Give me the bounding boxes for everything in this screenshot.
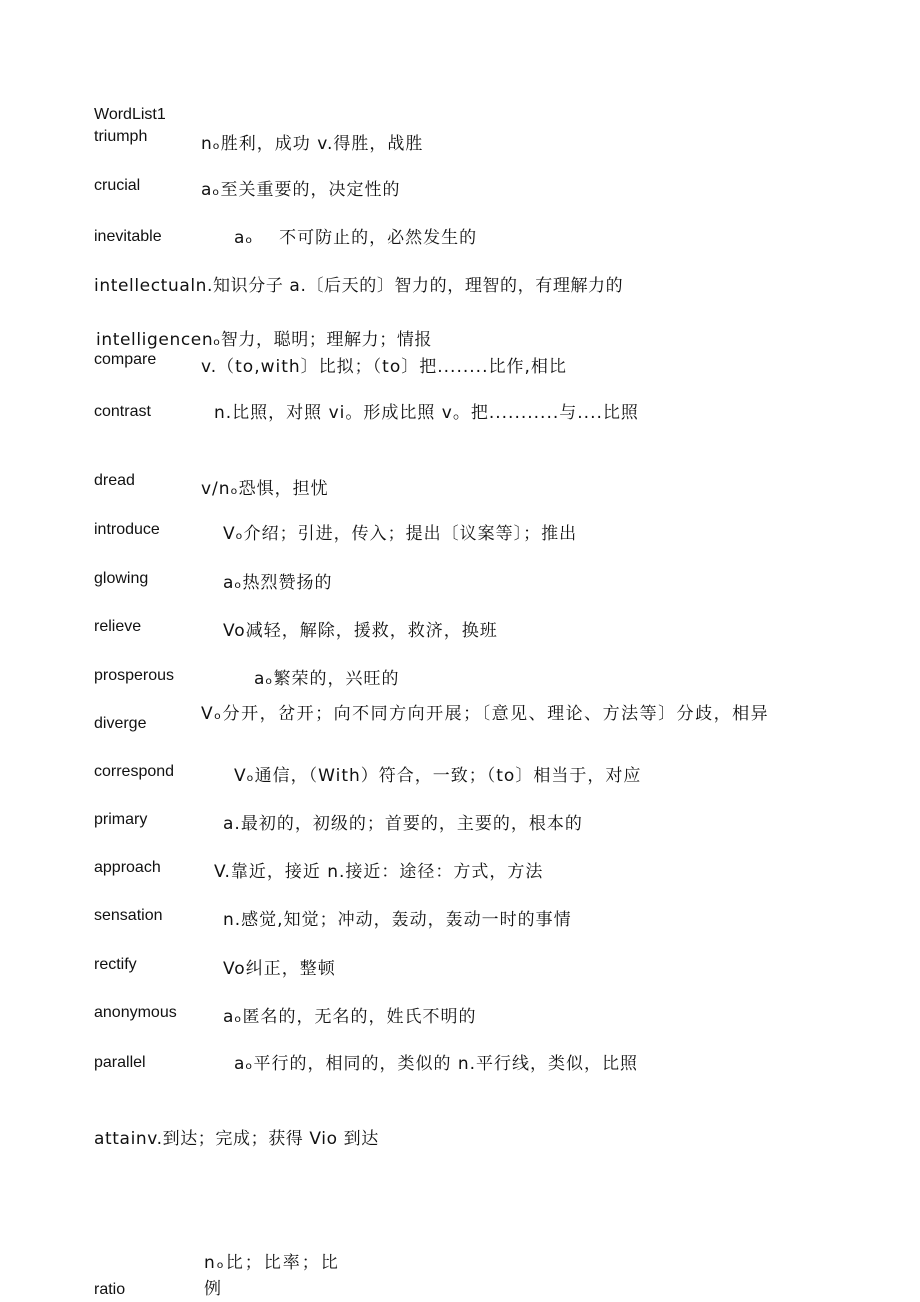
definition-approach: V.靠近，接近 n.接近：途径：方式，方法 xyxy=(214,862,544,882)
word-ratio: ratio xyxy=(94,1281,126,1298)
definition-correspond: Vₒ通信，（With）符合，一致；（to〕相当于，对应 xyxy=(234,766,642,786)
word-sensation: sensation xyxy=(94,907,163,924)
definition-primary: a.最初的，初级的；首要的，主要的，根本的 xyxy=(223,814,583,834)
definition-prosperous: aₒ繁荣的，兴旺的 xyxy=(254,669,400,689)
word-introduce: introduce xyxy=(94,521,160,538)
definition-glowing: aₒ热烈赞扬的 xyxy=(223,573,333,593)
word-rectify: rectify xyxy=(94,956,137,973)
definition-relieve: Vo减轻，解除，援救，救济，换班 xyxy=(223,621,498,641)
definition-anonymous: aₒ匿名的，无名的，姓氏不明的 xyxy=(223,1007,477,1027)
word-anonymous: anonymous xyxy=(94,1004,177,1021)
word-diverge: diverge xyxy=(94,715,147,732)
definition-contrast: n.比照，对照 vi。形成比照 v。把...........与....比照 xyxy=(214,403,639,423)
list-title: WordList1 xyxy=(94,106,166,123)
definition-dread: v/nₒ恐惧，担忧 xyxy=(201,479,329,499)
word-approach: approach xyxy=(94,859,161,876)
definition-inevitable: aₒ 不可防止的，必然发生的 xyxy=(234,228,478,248)
word-parallel: parallel xyxy=(94,1054,146,1071)
word-primary: primary xyxy=(94,811,148,828)
definition-sensation: n.感觉,知觉；冲动，轰动，轰动一时的事情 xyxy=(223,910,572,930)
word-triumph: triumph xyxy=(94,128,148,145)
definition-crucial: aₒ至关重要的，决定性的 xyxy=(201,180,401,200)
definition-rectify: Vo纠正，整顿 xyxy=(223,959,336,979)
word-correspond: correspond xyxy=(94,763,175,780)
word-relieve: relieve xyxy=(94,618,142,635)
word-dread: dread xyxy=(94,472,135,489)
word-glowing: glowing xyxy=(94,570,149,587)
definition-introduce: Vₒ介绍；引进，传入；提出〔议案等〕；推出 xyxy=(223,524,578,544)
line-intellectual: intellectualn.知识分子 a.〔后天的〕智力的，理智的，有理解力的 xyxy=(94,276,624,296)
word-compare: compare xyxy=(94,351,157,368)
word-contrast: contrast xyxy=(94,403,151,420)
word-inevitable: inevitable xyxy=(94,228,162,245)
line-attain: attainv.到达；完成；获得 Vio 到达 xyxy=(94,1129,379,1149)
definition-triumph: nₒ胜利，成功 v.得胜，战胜 xyxy=(201,134,424,154)
definition-ratio: nₒ比；比率；比例 xyxy=(204,1253,340,1299)
word-prosperous: prosperous xyxy=(94,667,175,684)
definition-diverge: Vₒ分开，岔开；向不同方向开展；〔意见、理论、方法等〕分歧，相异 xyxy=(201,704,770,724)
word-crucial: crucial xyxy=(94,177,141,194)
definition-parallel: aₒ平行的，相同的，类似的 n.平行线，类似，比照 xyxy=(234,1054,639,1074)
definition-compare: v.（to,with〕比拟；（to〕把........比作,相比 xyxy=(201,357,567,377)
line-intelligence: intelligencenₒ智力，聪明；理解力；情报 xyxy=(96,330,433,350)
